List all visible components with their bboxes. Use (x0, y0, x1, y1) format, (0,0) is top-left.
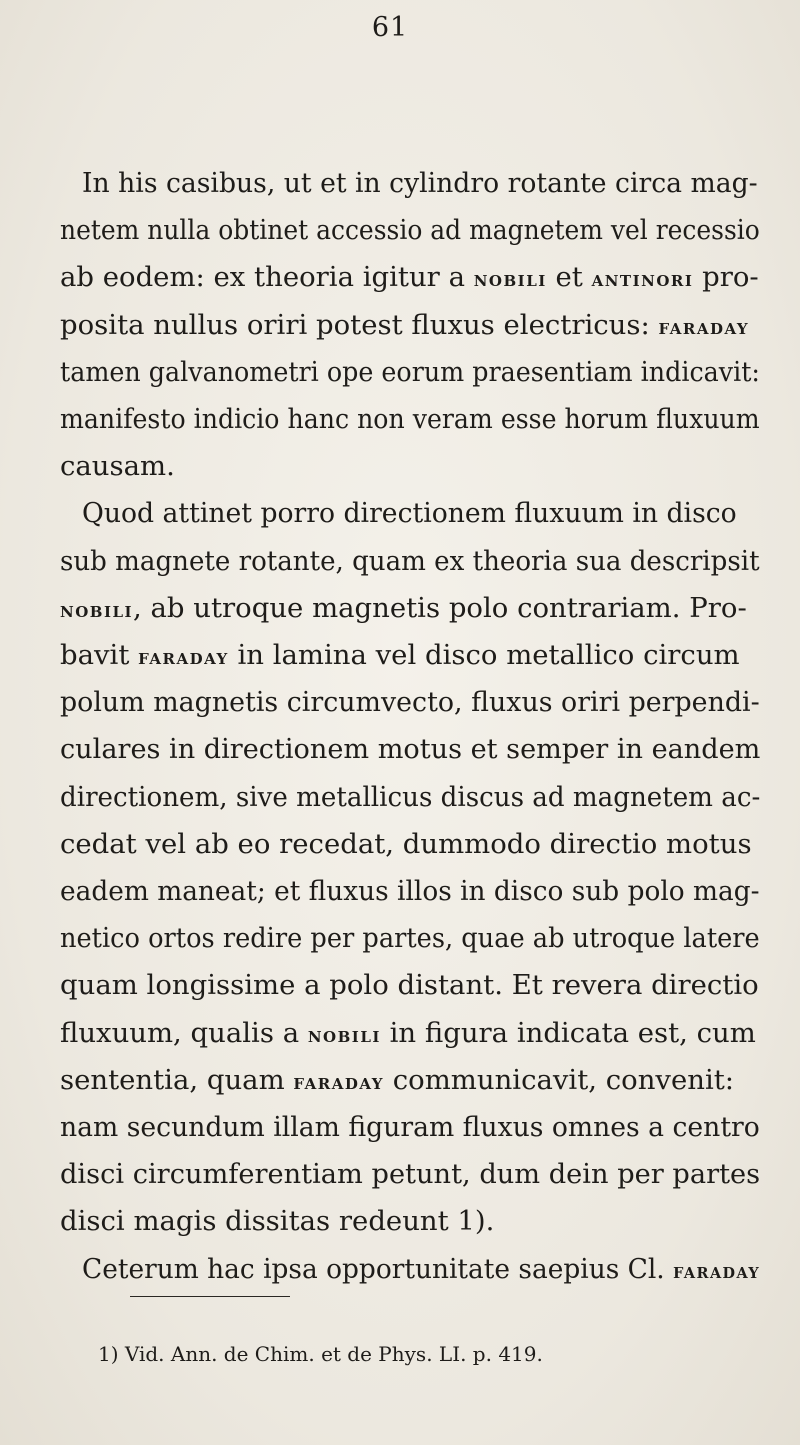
text-span: disci circumferentiam petunt, dum dein per partes (60, 1158, 761, 1191)
footnote-rule (130, 1296, 290, 1297)
text-span: culares in directionem motus et semper in eandem (60, 733, 761, 766)
text-span: sub magnete rotante, quam ex theoria sua descripsit (60, 544, 760, 577)
text-span: causam. (60, 450, 175, 483)
text-line (60, 1204, 760, 1238)
text-span: fluxuum, qualis a (60, 1016, 308, 1049)
text-line (60, 591, 760, 628)
text-span: polum magnetis circumvecto, fluxus oriri perpendi- (60, 686, 760, 719)
text-line (60, 544, 760, 578)
text-line (82, 166, 760, 200)
text-line (60, 968, 760, 1002)
text-span: netem nulla obtinet accessio ad magnetem vel recessio (60, 214, 760, 247)
text-span: communicavit, convenit: (384, 1063, 735, 1096)
page-number: 61 (371, 12, 409, 43)
author-name: faraday (293, 1069, 385, 1095)
text-line (60, 213, 760, 247)
text-line (60, 355, 760, 389)
author-name: faraday (658, 314, 750, 340)
text-span: netico ortos redire per partes, quae ab utroque latere (60, 922, 760, 955)
text-span: cedat vel ab eo recedat, dummodo directio motus (60, 827, 752, 860)
text-span: manifesto indicio hanc non veram esse horum fluxuum (60, 403, 760, 435)
text-span: , ab utroque magnetis polo contrariam. Pro- (133, 591, 747, 624)
text-line (60, 449, 760, 483)
text-line (60, 685, 760, 719)
text-span: In his casibus, ut et in cylindro rotante circa mag- (82, 167, 758, 199)
text-line (60, 1063, 760, 1100)
footnote: 1) Vid. Ann. de Chim. et de Phys. LI. p. 419. (98, 1342, 543, 1366)
author-name: nobili (473, 267, 547, 293)
text-line (60, 827, 760, 861)
text-span: sententia, quam (60, 1063, 294, 1096)
text-line (60, 308, 760, 345)
text-span: ab eodem: ex theoria igitur a (60, 261, 474, 294)
text-line (60, 1157, 761, 1191)
text-span: bavit (60, 639, 139, 671)
text-span: disci magis dissitas redeunt 1). (60, 1205, 495, 1238)
author-name: nobili (307, 1022, 381, 1048)
author-name: antinori (591, 267, 694, 293)
text-line (60, 874, 760, 908)
text-line (60, 402, 760, 436)
text-line (60, 638, 760, 675)
text-line (60, 1016, 760, 1053)
text-span: tamen galvanometri ope eorum praesentiam indicavit: (60, 355, 760, 388)
text-span: quam longissime a polo distant. Et revera directio (60, 969, 759, 1002)
text-span: Ceterum hac ipsa opportunitate saepius Cl. (82, 1252, 674, 1285)
author-name: faraday (673, 1258, 761, 1284)
text-line (82, 1252, 761, 1289)
text-line (82, 496, 760, 530)
author-name: nobili (60, 597, 134, 623)
text-span: Quod attinet porro directionem fluxuum in disco (82, 497, 737, 530)
text-span: in lamina vel disco metallico circum (228, 639, 740, 671)
text-line (60, 1110, 760, 1144)
text-line (60, 732, 761, 766)
text-line (60, 260, 760, 297)
text-span: posita nullus oriri potest fluxus electricus: (60, 308, 659, 341)
text-span: nam secundum illam figuram fluxus omnes a centro (60, 1111, 760, 1143)
text-span: et (546, 261, 592, 294)
text-span: eadem maneat; et fluxus illos in disco sub polo mag- (60, 875, 760, 907)
text-line (60, 921, 760, 955)
text-span: pro- (693, 261, 759, 294)
text-span: in figura indicata est, cum (380, 1016, 756, 1049)
text-line (60, 780, 761, 814)
author-name: faraday (138, 645, 229, 670)
text-span: directionem, sive metallicus discus ad magnetem ac- (60, 780, 761, 813)
